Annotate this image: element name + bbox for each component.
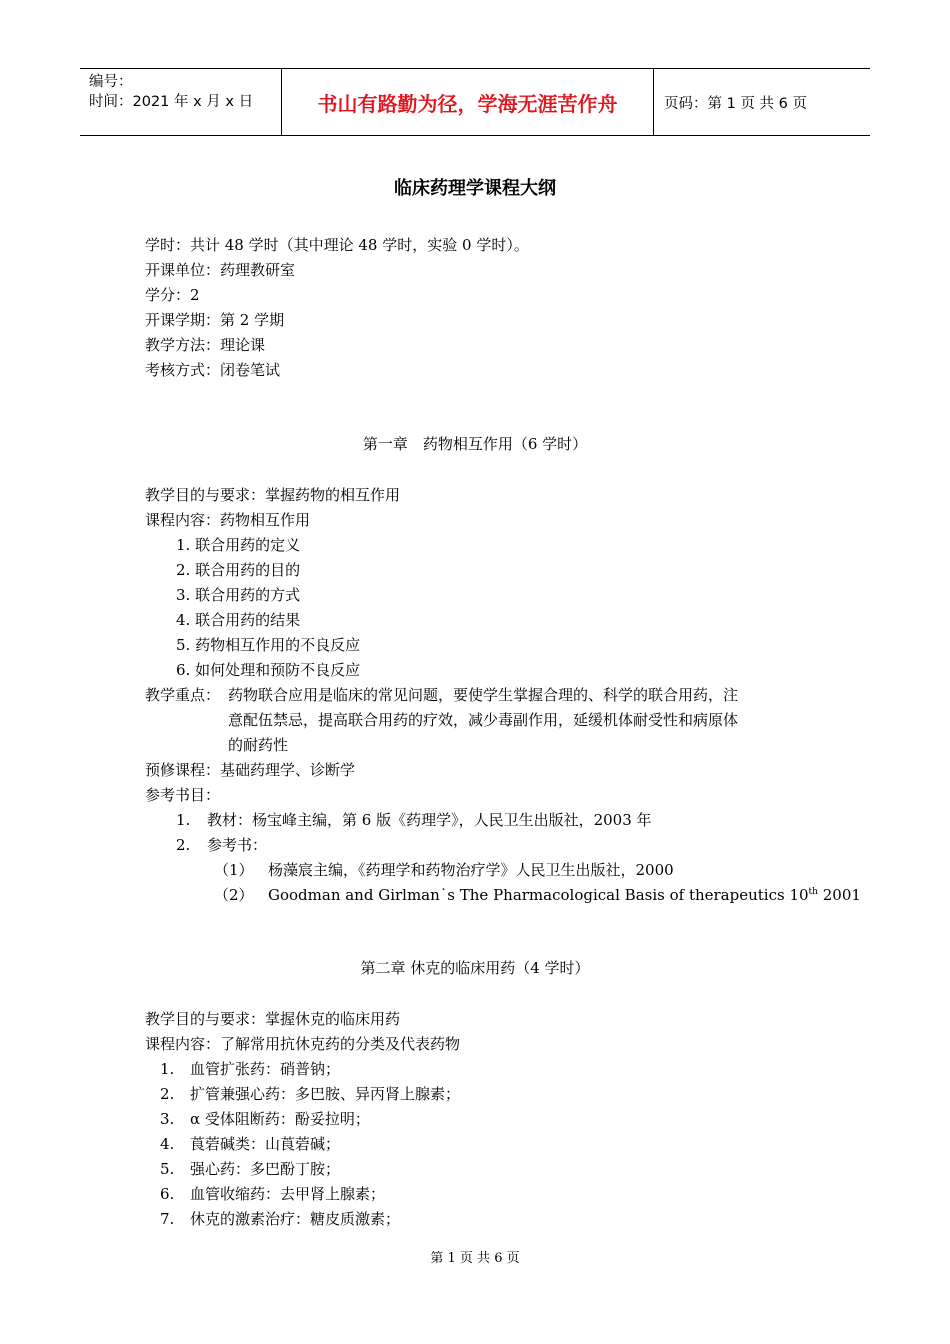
focus-label: 教学重点： <box>145 686 221 704</box>
chapter-2-item-text: 休克的激素治疗：糖皮质激素； <box>190 1210 401 1228</box>
chapter-1-item: 2. 联合用药的目的 <box>176 561 301 579</box>
reference-text: 教材：杨宝峰主编，第 6 版《药理学》，人民卫生出版社，2003 年 <box>207 811 652 829</box>
reference-text: 参考书： <box>207 836 268 854</box>
page-header <box>80 68 870 136</box>
sub-reference-year: 2001 <box>817 886 861 904</box>
header-page-number: 页码：第 1 页 共 6 页 <box>664 95 807 112</box>
chapter-2-item-number: 3. <box>160 1110 175 1128</box>
chapter-2-item-text: α 受体阻断药：酚妥拉明； <box>190 1110 370 1128</box>
chapter-2-item-number: 1. <box>160 1060 175 1078</box>
header-motto: 书山有路勤为径，学海无涯苦作舟 <box>282 69 654 135</box>
prerequisite-courses: 预修课程：基础药理学、诊断学 <box>145 761 356 779</box>
chapter-2-item-text: 强心药：多巴酚丁胺； <box>190 1160 341 1178</box>
info-assessment: 考核方式：闭卷笔试 <box>145 361 281 379</box>
document-title: 临床药理学课程大纲 <box>394 178 556 199</box>
chapter-1-goal: 教学目的与要求：掌握药物的相互作用 <box>145 486 401 504</box>
header-meta <box>80 69 282 135</box>
chapter-2-item-number: 2. <box>160 1085 175 1103</box>
focus-text-line: 意配伍禁忌，提高联合用药的疗效，减少毒副作用，延缓机体耐受性和病原体 <box>228 711 739 729</box>
header-time: 时间：2021 年 x 月 x 日 <box>89 94 254 110</box>
chapter-2-goal: 教学目的与要求：掌握休克的临床用药 <box>145 1010 401 1028</box>
chapter-2-heading: 第二章 休克的临床用药（4 学时） <box>360 959 590 977</box>
chapter-2-item-number: 7. <box>160 1210 175 1228</box>
reference-number: 1. <box>176 811 191 829</box>
chapter-1-item: 1. 联合用药的定义 <box>176 536 301 554</box>
focus-text-line: 药物联合应用是临床的常见问题，要使学生掌握合理的、科学的联合用药，注 <box>228 686 739 704</box>
info-hours: 学时：共计 48 学时（其中理论 48 学时，实验 0 学时）。 <box>145 236 529 254</box>
chapter-1-item: 5. 药物相互作用的不良反应 <box>176 636 361 654</box>
chapter-2-item-text: 血管扩张药：硝普钠； <box>190 1060 341 1078</box>
info-department: 开课单位：药理教研室 <box>145 261 296 279</box>
sub-reference-main: Goodman and Girlman˙s The Pharmacological Basis of therapeutics 10 <box>268 886 809 904</box>
chapter-1-content: 课程内容：药物相互作用 <box>145 511 311 529</box>
sub-reference-text <box>268 885 861 905</box>
chapter-2-item-text: 血管收缩药：去甲肾上腺素； <box>190 1185 386 1203</box>
chapter-2-item-number: 5. <box>160 1160 175 1178</box>
chapter-2-item-number: 4. <box>160 1135 175 1153</box>
page-footer: 第 1 页 共 6 页 <box>430 1251 520 1266</box>
chapter-2-item-number: 6. <box>160 1185 175 1203</box>
header-number: 编号： <box>89 74 133 90</box>
chapter-2-item-text: 扩管兼强心药：多巴胺、异丙肾上腺素； <box>190 1085 461 1103</box>
chapter-1-heading: 第一章 药物相互作用（6 学时） <box>362 435 588 453</box>
chapter-2-item-text: 莨菪碱类：山莨菪碱； <box>190 1135 341 1153</box>
sub-reference-text: 杨藻宸主编，《药理学和药物治疗学》人民卫生出版社，2000 <box>268 861 674 879</box>
chapter-2-content: 课程内容：了解常用抗休克药的分类及代表药物 <box>145 1035 461 1053</box>
chapter-1-item: 6. 如何处理和预防不良反应 <box>176 661 361 679</box>
info-method: 教学方法：理论课 <box>145 336 266 354</box>
reference-number: 2. <box>176 836 191 854</box>
chapter-1-item: 4. 联合用药的结果 <box>176 611 301 629</box>
focus-text-line: 的耐药性 <box>228 736 289 754</box>
chapter-1-item: 3. 联合用药的方式 <box>176 586 301 604</box>
superscript-th: th <box>808 887 818 897</box>
sub-reference-number: （2） <box>214 886 254 904</box>
info-credits: 学分：2 <box>145 286 200 304</box>
references-label: 参考书目： <box>145 786 221 804</box>
sub-reference-number: （1） <box>214 861 254 879</box>
info-semester: 开课学期：第 2 学期 <box>145 311 285 329</box>
